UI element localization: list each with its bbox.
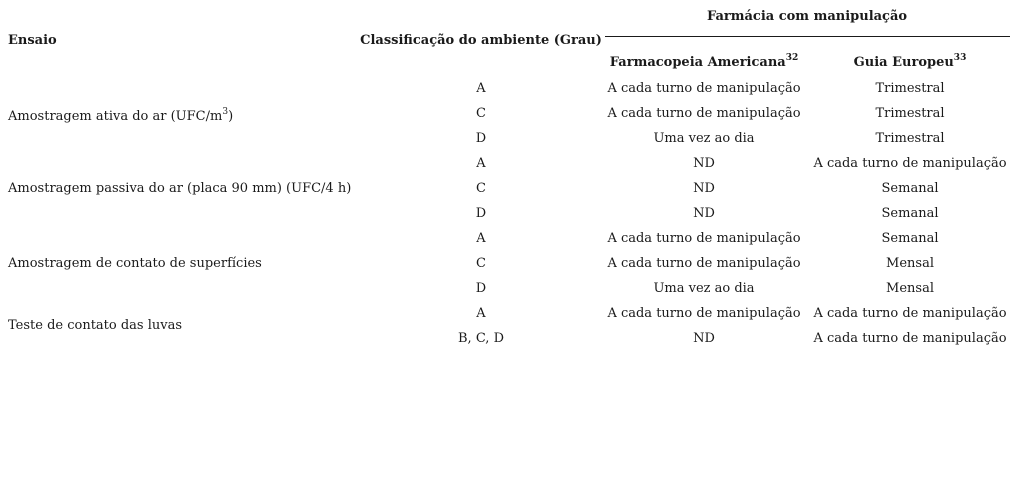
row-eu: Semanal [881,231,939,246]
row-eu: Mensal [886,256,934,271]
test-active-air-tail: ) [228,109,234,124]
test-surface-contact: Amostragem de contato de superfícies [8,256,262,271]
row-grade: D [475,131,487,146]
row-usp: Uma vez ao dia [653,281,755,296]
test-passive-air: Amostragem passiva do ar (placa 90 mm) (UFC/4 h) [8,181,352,196]
test-glove-contact: Teste de contato das luvas [8,318,183,333]
row-eu: Trimestral [875,131,945,146]
row-eu: A cada turno de manipulação [813,331,1007,346]
row-grade: C [476,106,486,121]
row-usp: ND [693,181,715,196]
test-active-air-sup: 3 [222,106,229,117]
row-grade: A [476,306,486,321]
row-usp: A cada turno de manipulação [607,106,801,121]
test-active-air [8,106,234,125]
row-usp: ND [693,156,715,171]
row-usp: ND [693,206,715,221]
row-usp: ND [693,331,715,346]
row-eu: A cada turno de manipulação [813,156,1007,171]
header-usp-label: Farmacopeia Americana [609,55,786,70]
row-grade: C [476,256,486,271]
row-grade: B, C, D [458,331,504,346]
row-usp: A cada turno de manipulação [607,231,801,246]
row-usp: A cada turno de manipulação [607,81,801,96]
row-grade: D [475,281,487,296]
row-eu: Semanal [881,181,939,196]
header-classification: Classificação do ambiente (Grau) [360,33,602,48]
header-test: Ensaio [8,33,57,48]
header-group-compounding-pharmacy: Farmácia com manipulação [706,9,908,24]
row-usp: A cada turno de manipulação [607,256,801,271]
row-eu: Trimestral [875,81,945,96]
header-rule [605,36,1010,37]
row-grade: A [476,231,486,246]
row-eu: Semanal [881,206,939,221]
row-eu: Mensal [886,281,934,296]
row-eu: A cada turno de manipulação [813,306,1007,321]
row-usp: Uma vez ao dia [653,131,755,146]
row-grade: C [476,181,486,196]
test-active-air-label: Amostragem ativa do ar (UFC/m [8,109,223,124]
row-grade: D [475,206,487,221]
row-grade: A [476,156,486,171]
header-usp [609,52,799,71]
row-grade: A [476,81,486,96]
header-eu [853,52,967,71]
header-usp-ref: 32 [785,52,799,63]
header-eu-label: Guia Europeu [853,55,954,70]
row-usp: A cada turno de manipulação [607,306,801,321]
header-eu-ref: 33 [953,52,967,63]
row-eu: Trimestral [875,106,945,121]
